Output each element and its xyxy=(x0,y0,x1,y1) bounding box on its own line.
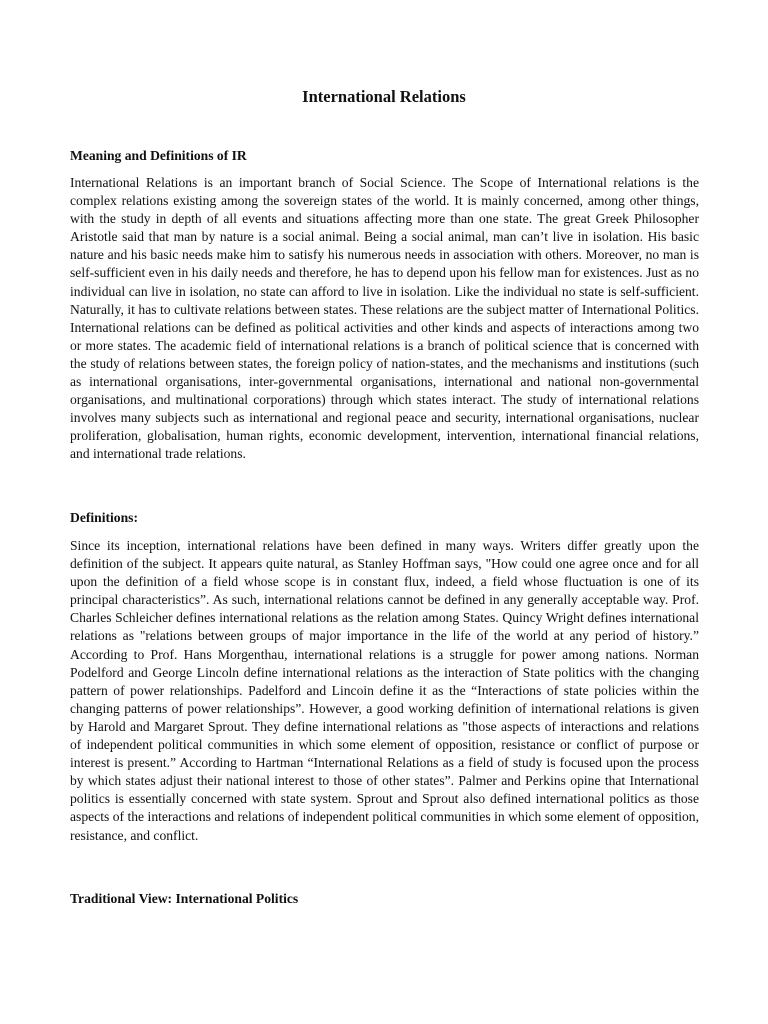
section-heading-definitions: Definitions: xyxy=(70,510,138,525)
page-title: International Relations xyxy=(302,87,466,106)
section-body-meaning: International Relations is an important branch of Social Science. The Scope of International relations is the complex relations existing among the sovereign states of the world. It is mainly concerned, among other things, with the study in depth of all events and situations affecting more than one state. The great Greek Philosopher Aristotle said that man by nature is a social animal. Being a social animal, man can’t live in isolation. His basic nature and his basic needs make him to satisfy his numerous needs in association with others. Moreover, no man is self-sufficient even in his daily needs and therefore, he has to depend upon his fellow man for existences. Just as no individual can live in isolation, no state can afford to live in isolation. Like the individual no state is self-sufficient. Naturally, it has to cultivate relations between states. These relations are the subject matter of International Politics. International relations can be defined as political activities and other kinds and aspects of interactions among two or more states. The academic field of international relations is a branch of political science that is concerned with the study of relations between states, the foreign policy of nation-states, and the mechanisms and institutions (such as international organisations, inter-governmental organisations, international and national non-governmental organisations, and multinational corporations) through which states interact. The study of international relations involves many subjects such as international and regional peace and security, international organisations, nuclear proliferation, globalisation, human rights, economic development, intervention, international financial relations, and international trade relations. xyxy=(70,175,699,462)
section-heading-traditional-view: Traditional View: International Politics xyxy=(70,891,299,906)
section-heading-meaning: Meaning and Definitions of IR xyxy=(70,148,247,163)
section-body-definitions: Since its inception, international relations have been defined in many ways. Writers differ greatly upon the definition of the subject. It appears quite natural, as Stanley Hoffman says, "How could one agree once and for all upon the definition of a field whose scope is in constant flux, indeed, a field whose fluctuation is one of its principal characteristics”. As such, international relations cannot be defined in any generally acceptable way. Prof. Charles Schleicher defines international relations as the relation among States. Quincy Wright defines international relations as "relations between groups of major importance in the life of the world at any period of history.” According to Prof. Hans Morgenthau, international relations is a struggle for power among nations. Norman Podelford and George Lincoln define international relations as the interaction of State politics with the changing pattern of power relationships. Padelford and Lincoin define it as the “Interactions of state policies within the changing patterns of power relationships”. However, a good working definition of international relations is given by Harold and Margaret Sprout. They define international relations as "those aspects of interactions and relations of independent political communities in which some element of opposition, resistance or conflict of purpose or interest is present.” According to Hartman “International Relations as a field of study is focused upon the process by which states adjust their national interest to those of other states”. Palmer and Perkins opine that International politics is essentially concerned with state system. Sprout and Sprout also defined international politics as those aspects of the interactions and relations of independent political communities in which some element of opposition, resistance, and conflict. xyxy=(70,538,699,843)
